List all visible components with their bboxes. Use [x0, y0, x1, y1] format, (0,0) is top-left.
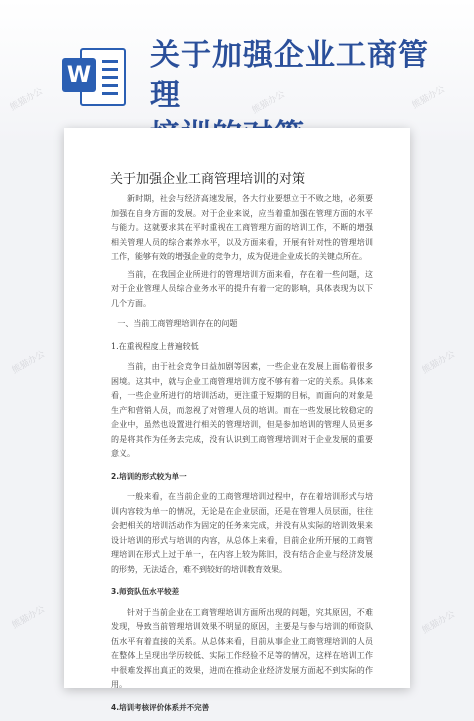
banner-title-line-1: 关于加强企业工商管理 — [150, 38, 429, 113]
word-document-icon — [62, 44, 124, 106]
header-banner — [0, 0, 474, 140]
word-badge-icon: W — [62, 58, 96, 92]
section-heading: 一、当前工商管理培训存在的问题 — [117, 319, 238, 328]
paragraph-intro: 新时期，社会与经济高速发展，各大行业要想立于不败之地，必须要加强在自身方面的发展。对于企业来说，应当着重加强在管理方面的水平与能力。这就要求其在平时重视在工商管理方面的培训工作，不断的增强相关管理人员的综合素养水平，以及方面来看，开展有针对性的管理培训工作，能够有效的增强企业的竞争力，成为促进企业成长的关键点所在。 — [111, 194, 373, 261]
document-body — [111, 192, 373, 721]
subheading-4: 4.培训考核评价体系并不完善 — [111, 702, 210, 712]
subsection-2-text: 一般来看，在当前企业的工商管理培训过程中，存在着培训形式与培训内容较为单一的情况，无论是在企业层面，还是在管理人员层面，往往会把相关的培训活动作为固定的任务来完成，并没有从实际的培训效果来设计培训的形式与培训的内容，从总体上来看，目前企业所开展的工商管理培训在形式上过于单一，在内容上较为陈旧，没有结合企业与经济发展的形势，无法适合，难不到较好的培训教育效果。 — [111, 492, 373, 574]
document-title: 关于加强企业工商管理培训的对策 — [110, 172, 306, 187]
watermark-text: 熊猫办公 — [250, 89, 287, 117]
watermark-text: 熊猫办公 — [10, 604, 47, 632]
watermark-text: 熊猫办公 — [10, 349, 47, 377]
watermark-text: 熊猫办公 — [420, 609, 457, 637]
paragraph-overview: 当前，在我国企业所进行的管理培训方面来看，存在着一些问题，这对于企业管理人员综合业务水平的提升有着一定的影响，具体表现为以下几个方面。 — [111, 269, 373, 308]
watermark-text: 熊猫办公 — [8, 86, 45, 114]
subsection-3-text: 针对于当前企业在工商管理培训方面所出现的问题，究其原因，不难发现，导致当前管理培训效果不明显的原因，主要是与参与培训的师资队伍水平有着直接的关系。从总体来看，目前从事企业工商管理培训的人员在整体上呈现出学历较低、实际工作经验不足等的情况，这样在培训工作中很难发挥出真正的效果，进而在推动企业经济发展方面起不到实际的作用。 — [111, 607, 373, 689]
watermark-text: 熊猫办公 — [420, 349, 457, 377]
subheading-2: 2.培训的形式较为单一 — [111, 471, 187, 481]
subheading-3: 3.师资队伍水平较差 — [111, 587, 180, 596]
watermark-text: 熊猫办公 — [410, 84, 447, 112]
subheading-1: 1.在重视程度上普遍较低 — [111, 341, 199, 351]
subsection-1-text: 当前，由于社会竞争日益加剧等因素，一些企业在发展上面临着很多困境。这其中，就与企业工商管理培训方度不够有着一定的关系。具体来看，一些企业所进行的培训活动，更注重于短期的目标，而面向的对象是生产和营销人员，而忽视了对管理人员的培训。而在一些发展比较稳定的企业中，虽然也设置进行相关的管理培训，但是参加培训的管理人员更多的是将其作为任务去完成，没有认识到工商管理培训对于企业发展的重要意义。 — [111, 362, 373, 458]
document-page — [64, 128, 410, 712]
